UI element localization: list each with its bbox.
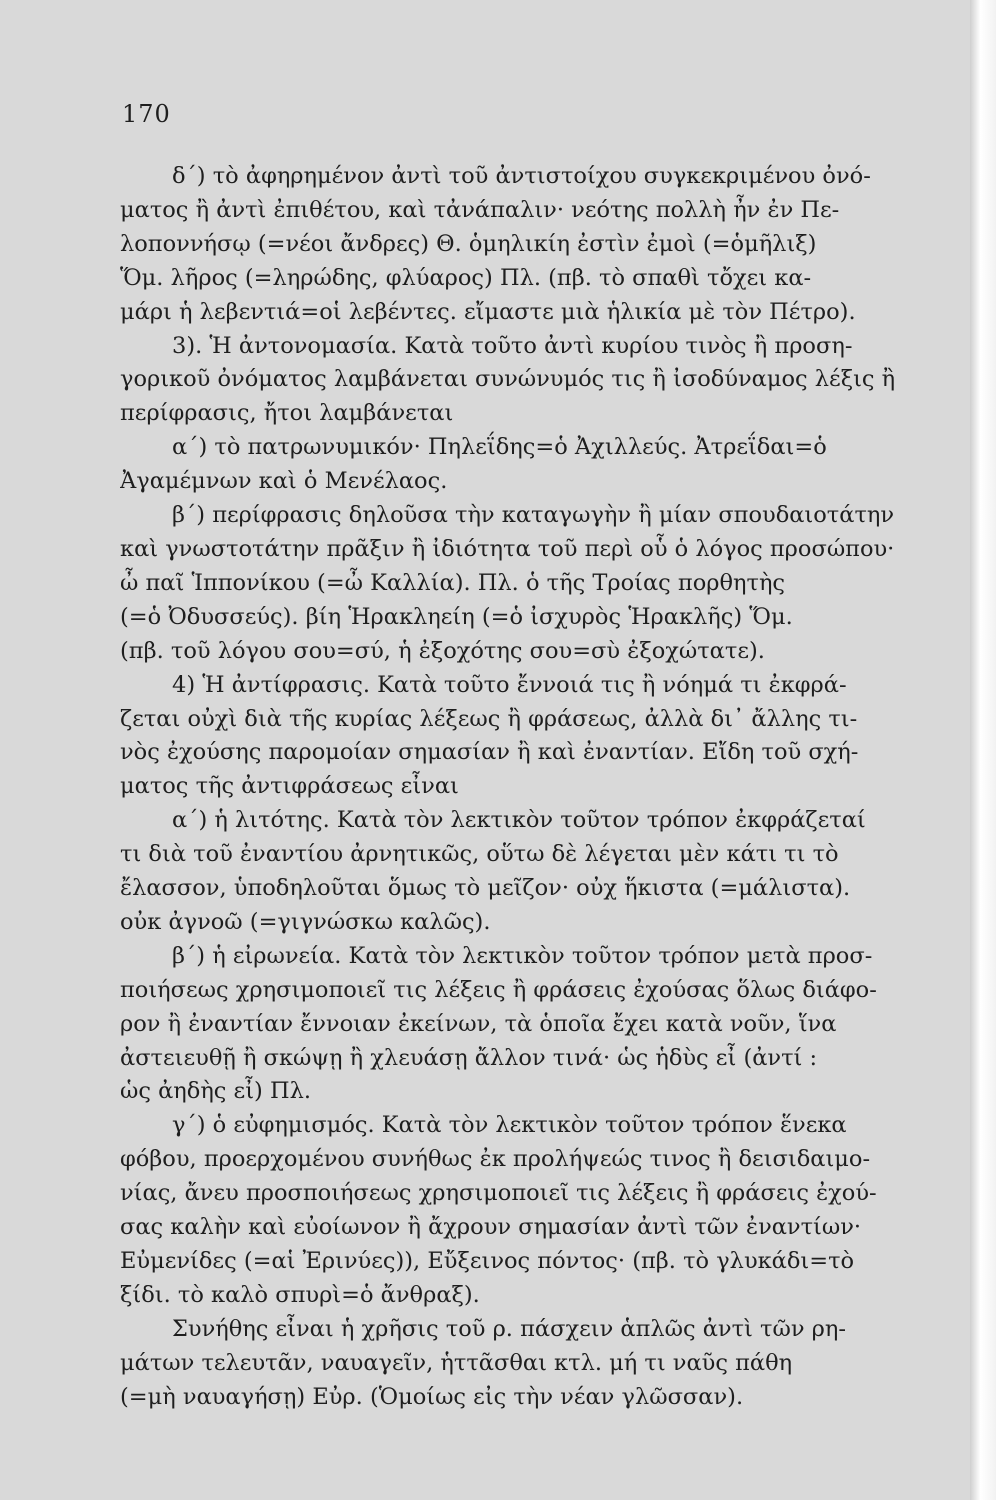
text-line: ὦ παῖ Ἱππονίκου (=ὦ Καλλία). Πλ. ὁ τῆς Τροίας πορθητὴς	[120, 569, 786, 596]
text-line: (πβ. τοῦ λόγου σου=σύ, ἡ ἐξοχότης σου=σὺ ἐξοχώτατε).	[120, 637, 765, 664]
text-line: Ὅμ. λῆρος (=ληρώδης, φλύαρος) Πλ. (πβ. τὸ σπαθὶ τὄχει κα-	[120, 264, 812, 291]
text-line: ζεται οὐχὶ διὰ τῆς κυρίας λέξεως ἢ φράσεως, ἀλλὰ δι᾿ ἄλλης τι-	[120, 705, 858, 732]
text-line: τι διὰ τοῦ ἐναντίου ἀρνητικῶς, οὕτω δὲ λέγεται μὲν κάτι τι τὸ	[120, 841, 839, 868]
text-line: (=ὁ Ὀδυσσεύς). βίη Ἡρακληείη (=ὁ ἰσχυρὸς Ἡρακλῆς) Ὅμ.	[120, 603, 793, 630]
text-line: λοποννήσῳ (=νέοι ἄνδρες) Θ. ὁμηλικίη ἐστὶν ἐμοὶ (=ὁμῆλιξ)	[120, 230, 817, 257]
text-line: Ἀγαμέμνων καὶ ὁ Μενέλαος.	[120, 468, 448, 495]
text-line: νὸς ἐχούσης παρομοίαν σημασίαν ἢ καὶ ἐναντίαν. Εἴδη τοῦ σχή-	[120, 739, 859, 766]
page-edge	[970, 0, 996, 1500]
text-line: περίφρασις, ἤτοι λαμβάνεται	[120, 400, 454, 427]
text-line: Εὐμενίδες (=αἱ Ἐρινύες)), Εὔξεινος πόντος· (πβ. τὸ γλυκάδι=τὸ	[120, 1248, 855, 1274]
page-number: 170	[122, 100, 171, 128]
text-line: β΄) ἡ εἰρωνεία. Κατὰ τὸν λεκτικὸν τοῦτον τρόπον μετὰ προσ-	[172, 942, 873, 969]
text-line: ἔλασσον, ὑποδηλοῦται ὅμως τὸ μεῖζον· οὐχ ἥκιστα (=μάλιστα).	[120, 875, 851, 902]
text-line: φόβου, προερχομένου συνήθως ἐκ προλήψεώς τινος ἢ δεισιδαιμο-	[120, 1146, 871, 1173]
text-line: α΄) ἡ λιτότης. Κατὰ τὸν λεκτικὸν τοῦτον τρόπον ἐκφράζεταί	[172, 807, 866, 834]
text-line: ἀστειευθῇ ἢ σκώψῃ ἢ χλευάσῃ ἄλλον τινά· ὡς ἡδὺς εἶ (ἀντί :	[120, 1044, 818, 1071]
text-line: ματος ἢ ἀντὶ ἐπιθέτου, καὶ τἀνάπαλιν· νεότης πολλὴ ἦν ἐν Πε-	[120, 196, 840, 223]
text-line: νίας, ἄνευ προσποιήσεως χρησιμοποιεῖ τις λέξεις ἢ φράσεις ἐχού-	[120, 1180, 877, 1207]
text-line: μάρι ἡ λεβεντιά=οἱ λεβέντες. εἴμαστε μιὰ ἡλικία μὲ τὸν Πέτρο).	[120, 298, 856, 325]
text-line: οὐκ ἀγνοῶ (=γιγνώσκω καλῶς).	[120, 908, 491, 935]
text-line: ποιήσεως χρησιμοποιεῖ τις λέξεις ἢ φράσεις ἐχούσας ὅλως διάφο-	[120, 976, 877, 1003]
text-line: γορικοῦ ὀνόματος λαμβάνεται συνώνυμός τις ἢ ἰσοδύναμος λέξις ἢ	[120, 366, 896, 393]
body-text	[120, 160, 922, 1415]
text-line: καὶ γνωστοτάτην πρᾶξιν ἢ ἰδιότητα τοῦ περὶ οὗ ὁ λόγος προσώπου·	[120, 535, 895, 562]
text-line: 4) Ἡ ἀντίφρασις. Κατὰ τοῦτο ἔννοιά τις ἢ νόημά τι ἐκφρά-	[172, 671, 847, 698]
text-line: ρον ἢ ἐναντίαν ἔννοιαν ἐκείνων, τὰ ὁποῖα ἔχει κατὰ νοῦν, ἵνα	[120, 1010, 837, 1037]
text-line: δ΄) τὸ ἀφηρημένον ἀντὶ τοῦ ἀντιστοίχου συγκεκριμένου ὀνό-	[172, 163, 871, 189]
text-line: Συνήθης εἶναι ἡ χρῆσις τοῦ ρ. πάσχειν ἁπλῶς ἀντὶ τῶν ρη-	[172, 1315, 846, 1342]
text-line: μάτων τελευτᾶν, ναυαγεῖν, ἡττᾶσθαι κτλ. μή τι ναῦς πάθη	[120, 1349, 793, 1376]
text-line: (=μὴ ναυαγήσῃ) Εὐρ. (Ὁμοίως εἰς τὴν νέαν γλῶσσαν).	[120, 1383, 744, 1410]
text-line: σας καλὴν καὶ εὐοίωνον ἢ ἄχρουν σημασίαν ἀντὶ τῶν ἐναντίων·	[120, 1214, 862, 1241]
text-line: γ΄) ὁ εὐφημισμός. Κατὰ τὸν λεκτικὸν τοῦτον τρόπον ἕνεκα	[172, 1112, 847, 1139]
text-line: ξίδι. τὸ καλὸ σπυρὶ=ὁ ἄνθραξ).	[120, 1281, 480, 1308]
text-line: ματος τῆς ἀντιφράσεως εἶναι	[120, 773, 459, 800]
text-line: α΄) τὸ πατρωνυμικόν· Πηλεΐδης=ὁ Ἀχιλλεύς. Ἀτρεΐδαι=ὁ	[172, 434, 827, 461]
text-line: ὡς ἀηδὴς εἶ) Πλ.	[120, 1078, 311, 1105]
text-line: 3). Ἡ ἀντονομασία. Κατὰ τοῦτο ἀντὶ κυρίου τινὸς ἢ προση-	[172, 332, 853, 359]
text-line: β΄) περίφρασις δηλοῦσα τὴν καταγωγὴν ἢ μίαν σπουδαιοτάτην	[172, 502, 895, 529]
